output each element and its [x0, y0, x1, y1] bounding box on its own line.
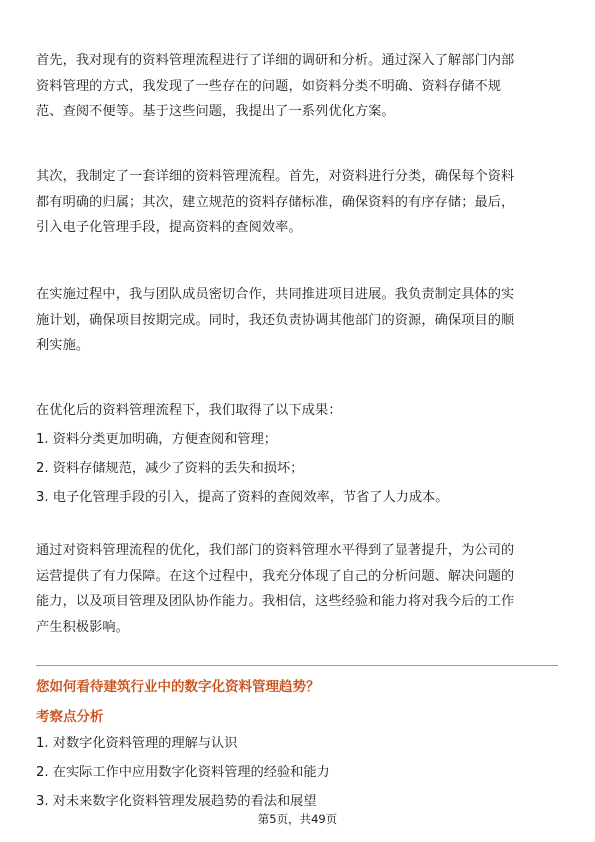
paragraph-line: 运营提供了有力保障。在这个过程中，我充分体现了自己的分析问题、解决问题的: [36, 568, 515, 584]
results-list-item: 2. 资料存储规范，减少了资料的丢失和损坏；: [36, 461, 304, 476]
results-list-item: 1. 资料分类更加明确，方便查阅和管理；: [36, 432, 277, 447]
question-title: 您如何看待建筑行业中的数字化资料管理趋势？: [36, 679, 320, 695]
analysis-point: 1. 对数字化资料管理的理解与认识: [36, 736, 238, 751]
paragraph-conclusion: [36, 538, 558, 640]
analysis-point: 2. 在实际工作中应用数字化资料管理的经验和能力: [36, 765, 330, 780]
paragraph-line: 在实施过程中，我与团队成员密切合作，共同推进项目进展。我负责制定具体的实: [36, 287, 515, 302]
paragraph-line: 在优化后的资料管理流程下，我们取得了以下成果：: [36, 403, 342, 418]
paragraph-line: 利实施。: [36, 338, 90, 353]
paragraph-line: 通过对资料管理流程的优化，我们部门的资料管理水平得到了显著提升，为公司的: [36, 543, 515, 558]
paragraph-research: [36, 48, 558, 125]
results-list-item: 3. 电子化管理手段的引入，提高了资料的查阅效率，节省了人力成本。: [36, 490, 449, 505]
paragraph-implementation: [36, 282, 558, 359]
paragraph-line: 引入电子化管理手段，提高资料的查阅效率。: [36, 220, 302, 235]
paragraph-line: 都有明确的归属；其次，建立规范的资料存储标准，确保资料的有序存储；最后，: [36, 194, 515, 210]
paragraph-line: 资料管理的方式，我发现了一些存在的问题，如资料分类不明确、资料存储不规: [36, 78, 502, 94]
paragraph-line: 首先，我对现有的资料管理流程进行了详细的调研和分析。通过深入了解部门内部: [36, 53, 515, 68]
paragraph-line: 其次，我制定了一套详细的资料管理流程。首先，对资料进行分类，确保每个资料: [36, 169, 515, 184]
paragraph-process: [36, 164, 558, 241]
paragraph-results-intro: [36, 398, 558, 424]
paragraph-line: 产生积极影响。: [36, 619, 130, 635]
paragraph-line: 施计划，确保项目按期完成。同时，我还负责协调其他部门的资源，确保项目的顺: [36, 312, 515, 328]
paragraph-line: 能力，以及项目管理及团队协作能力。我相信，这些经验和能力将对我今后的工作: [36, 594, 515, 609]
page-number: 第5页，共49页: [257, 812, 338, 826]
analysis-heading: 考察点分析: [36, 709, 104, 725]
analysis-point: 3. 对未来数字化资料管理发展趋势的看法和展望: [36, 794, 317, 809]
section-divider: [36, 665, 558, 666]
paragraph-line: 范、查阅不便等。基于这些问题，我提出了一系列优化方案。: [36, 104, 395, 119]
